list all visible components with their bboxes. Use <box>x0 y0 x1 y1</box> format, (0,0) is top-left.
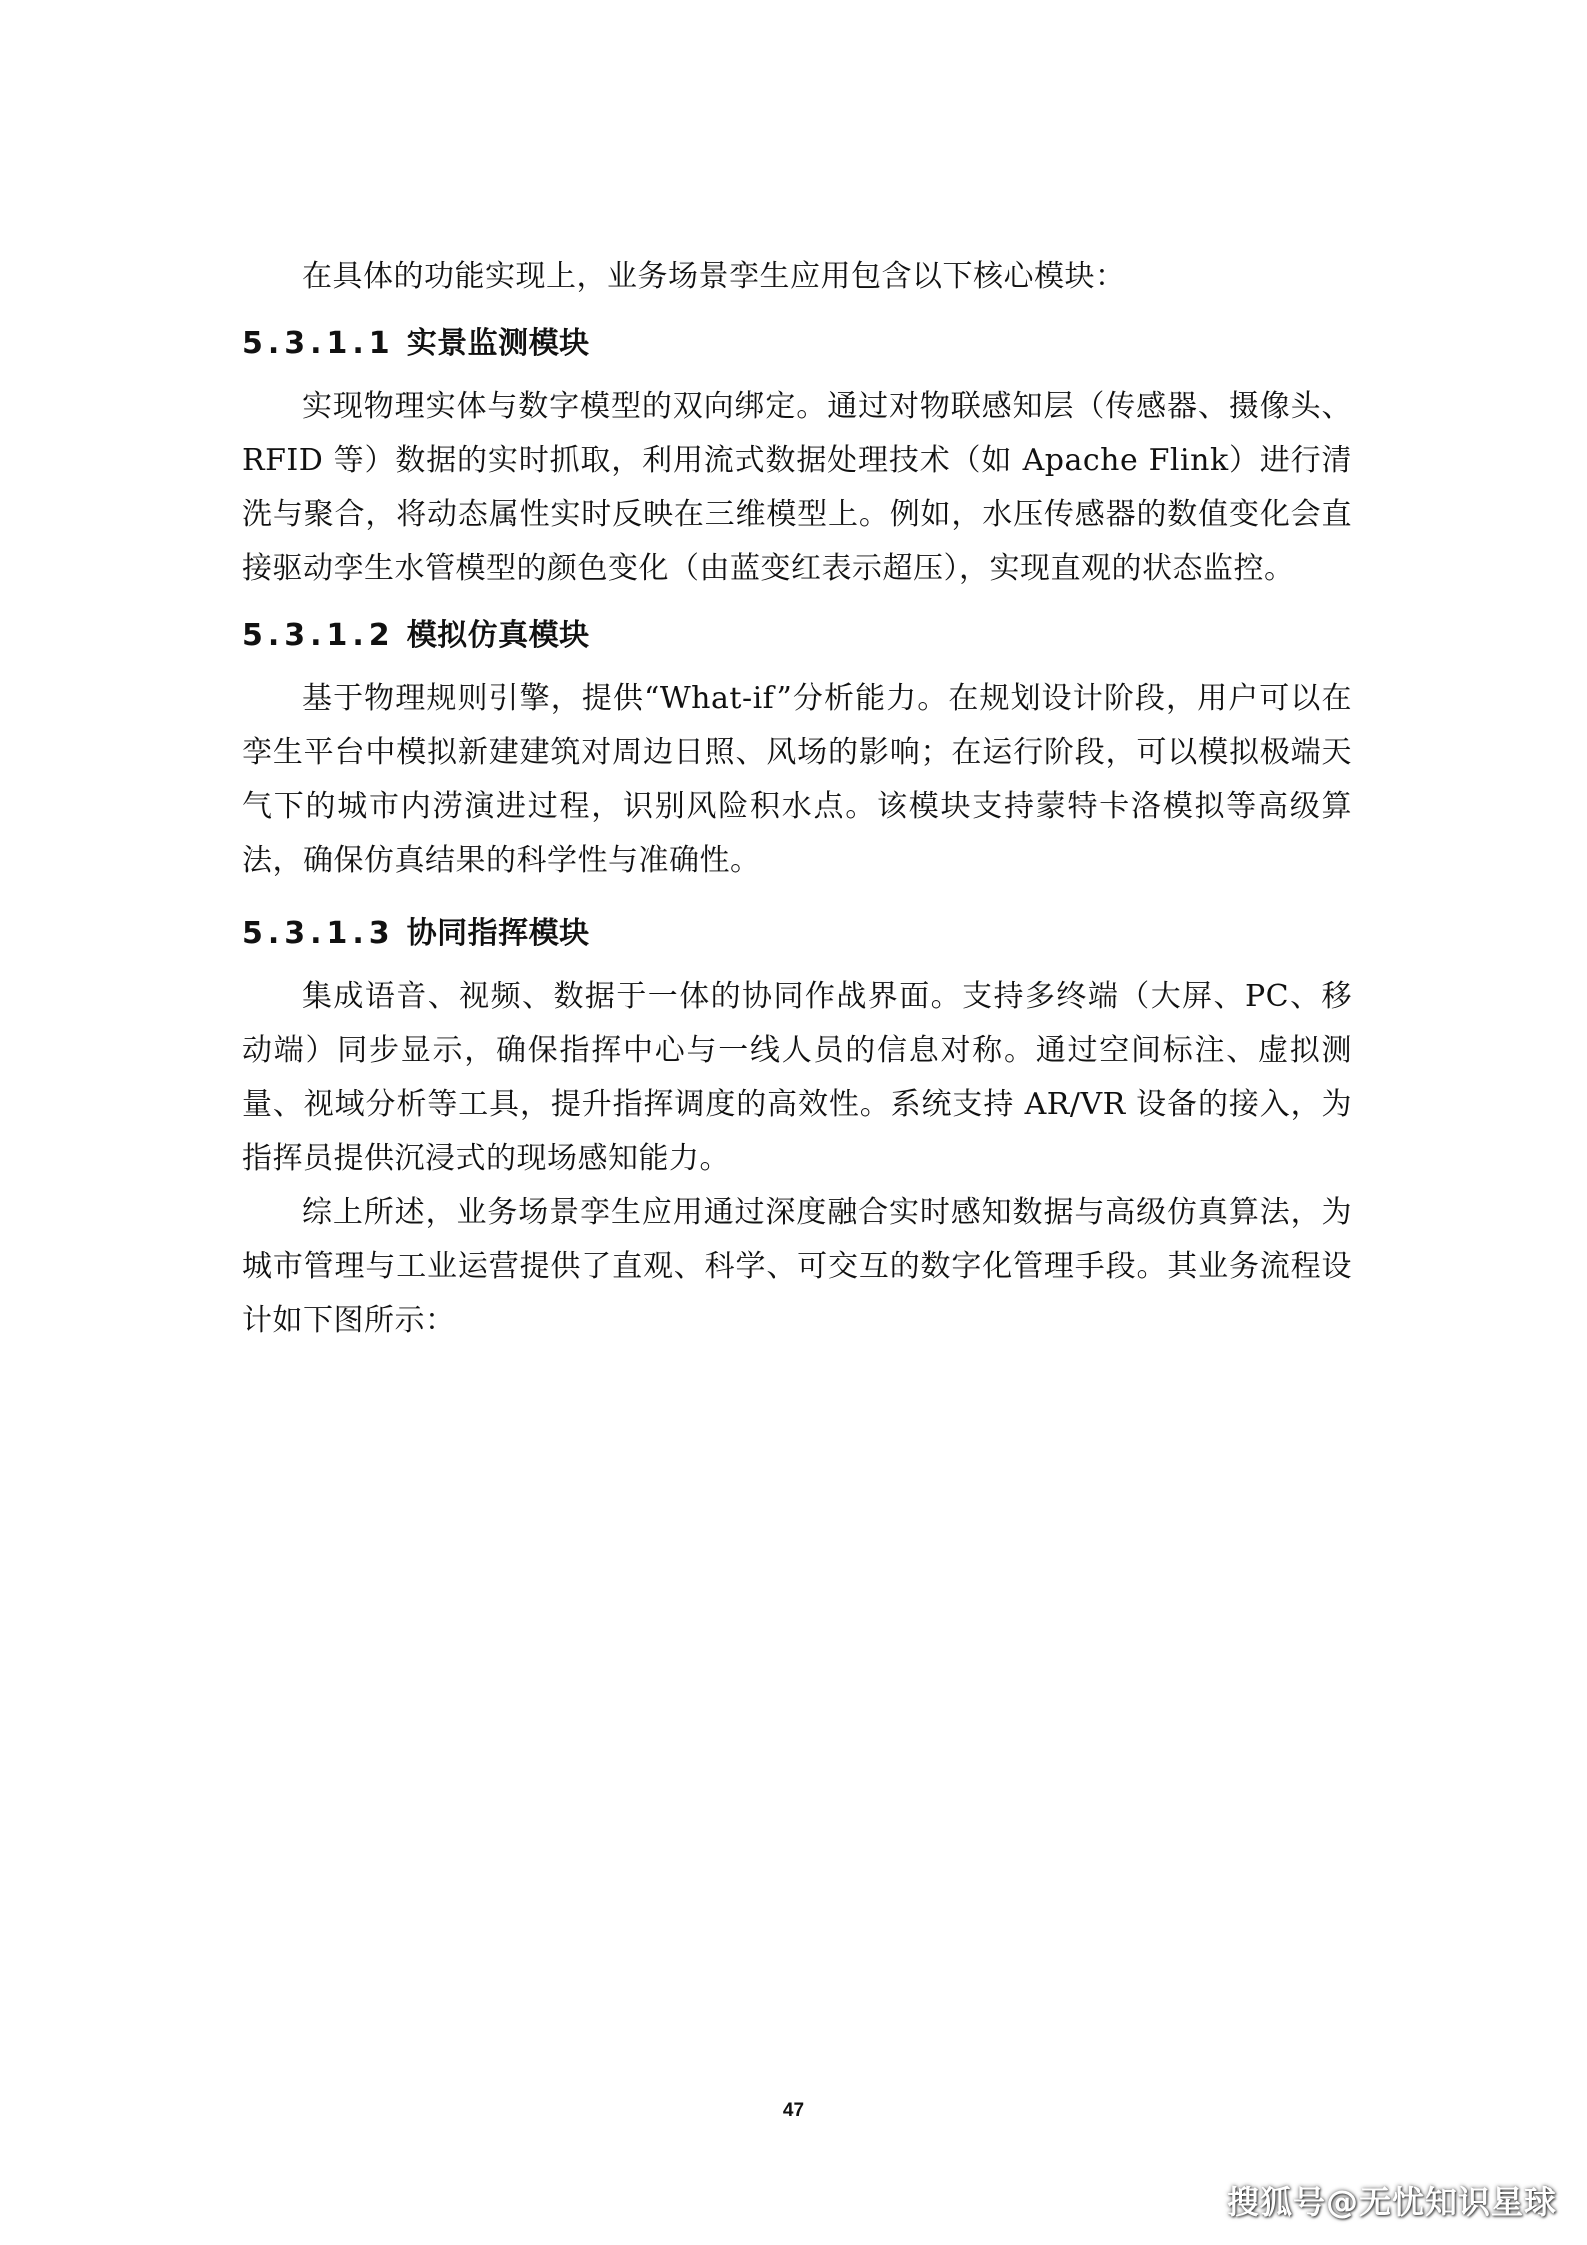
section-title: 模拟仿真模块 <box>406 618 590 653</box>
section-title: 实景监测模块 <box>406 326 590 361</box>
summary-paragraph: 综上所述，业务场景孪生应用通过深度融合实时感知数据与高级仿真算法，为城市管理与工业运营提供了直观、科学、可交互的数字化管理手段。其业务流程设计如下图所示： <box>242 1195 1352 1338</box>
page-content <box>242 250 1352 1348</box>
section-title: 协同指挥模块 <box>406 916 590 951</box>
section-heading-5-3-1-1 <box>242 324 1352 364</box>
section-number: 5.3.1.1 <box>242 326 395 361</box>
intro-paragraph: 在具体的功能实现上，业务场景孪生应用包含以下核心模块： <box>302 259 1126 294</box>
section-number: 5.3.1.3 <box>242 916 395 951</box>
section-heading-5-3-1-2 <box>242 616 1352 656</box>
page-number: 47 <box>782 2100 805 2121</box>
section-body-paragraph: 实现物理实体与数字模型的双向绑定。通过对物联感知层（传感器、摄像头、RFID 等）数据的实时抓取，利用流式数据处理技术（如 Apache Flink）进行清洗与聚合，将动态属性实时反映在三维模型上。例如，水压传感器的数值变化会直接驱动孪生水管模型的颜色变化（由蓝变红表示超压），实现直观的状态监控。 <box>242 389 1352 586</box>
section-body-paragraph: 集成语音、视频、数据于一体的协同作战界面。支持多终端（大屏、PC、移动端）同步显示，确保指挥中心与一线人员的信息对称。通过空间标注、虚拟测量、视域分析等工具，提升指挥调度的高效性。系统支持 AR/VR 设备的接入，为指挥员提供沉浸式的现场感知能力。 <box>242 979 1352 1176</box>
watermark: 搜狐号@无忧知识星球 <box>1226 2183 1557 2221</box>
section-body-paragraph: 基于物理规则引擎，提供“What-if”分析能力。在规划设计阶段，用户可以在孪生平台中模拟新建建筑对周边日照、风场的影响；在运行阶段，可以模拟极端天气下的城市内涝演进过程，识别风险积水点。该模块支持蒙特卡洛模拟等高级算法，确保仿真结果的科学性与准确性。 <box>242 681 1352 878</box>
section-number: 5.3.1.2 <box>242 618 395 653</box>
section-heading-5-3-1-3 <box>242 914 1352 954</box>
